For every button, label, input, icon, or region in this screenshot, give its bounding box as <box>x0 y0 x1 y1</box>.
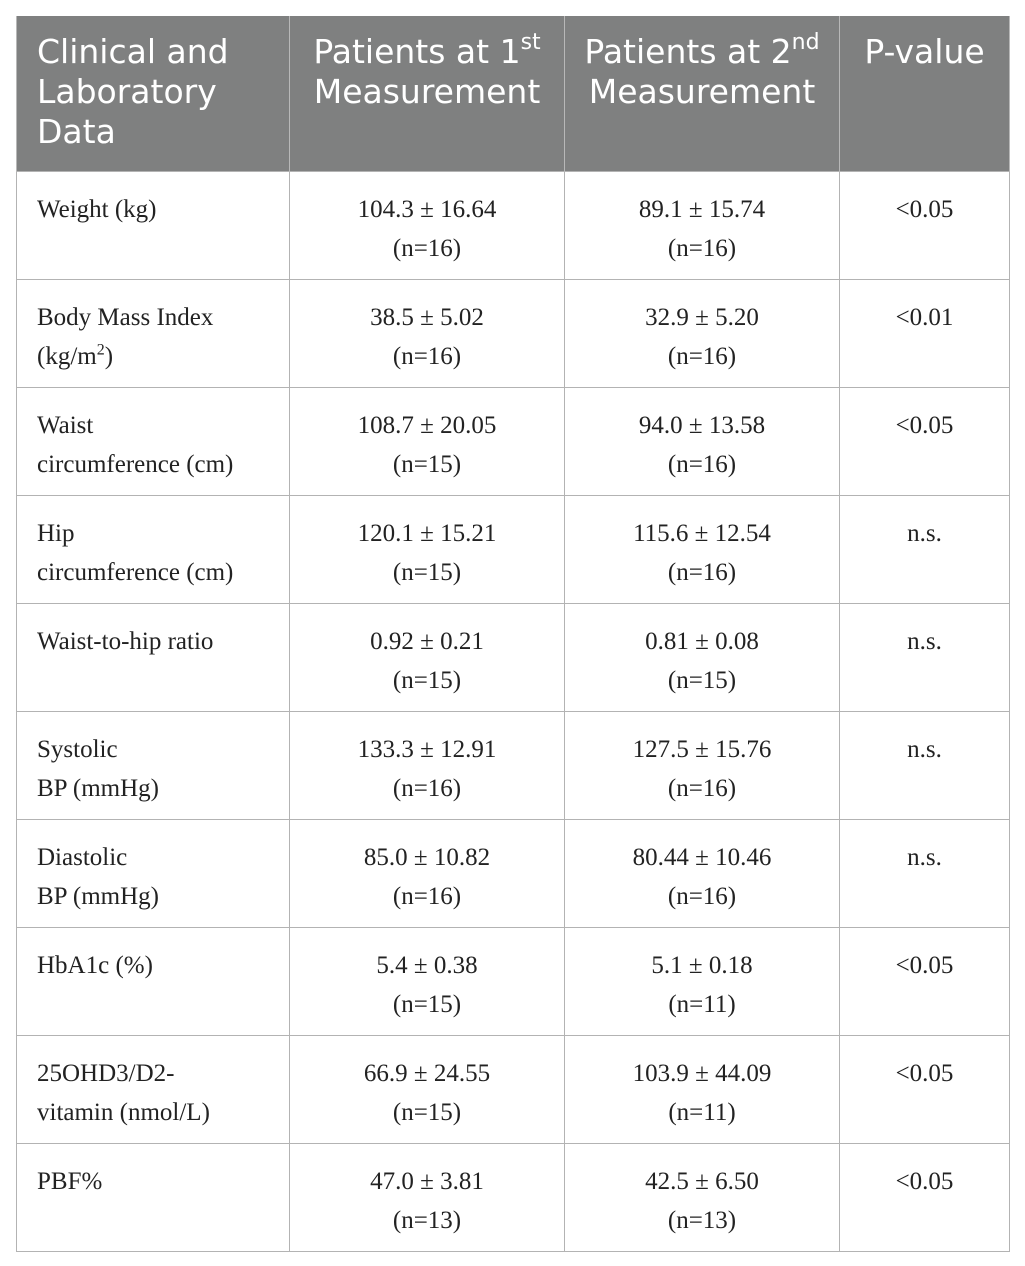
row-label <box>17 279 290 387</box>
second-mean-sd: 94.0 ± 13.58 <box>638 411 766 439</box>
header-p-value <box>840 16 1010 171</box>
second-measurement-cell <box>565 387 840 495</box>
row-label <box>17 1035 290 1143</box>
row-label-line: BP (mmHg) <box>37 882 159 910</box>
p-value: <0.05 <box>895 951 954 979</box>
table-row <box>17 819 1010 927</box>
header-p-value-text: P-value <box>864 32 985 71</box>
second-mean-sd: 32.9 ± 5.20 <box>645 303 759 331</box>
second-n: (n=16) <box>667 774 737 802</box>
first-measurement-cell <box>290 1035 565 1143</box>
p-value-cell <box>840 1035 1010 1143</box>
row-label-line: PBF% <box>37 1167 103 1195</box>
header-first-measurement-sup: st <box>520 30 541 55</box>
p-value-cell <box>840 603 1010 711</box>
row-label <box>17 819 290 927</box>
header-second-measurement <box>565 16 840 171</box>
row-label <box>17 603 290 711</box>
p-value: <0.05 <box>895 1167 954 1195</box>
row-label-line: Body Mass Index <box>37 303 214 331</box>
second-mean-sd: 5.1 ± 0.18 <box>651 951 753 979</box>
p-value-cell <box>840 171 1010 279</box>
table-row <box>17 927 1010 1035</box>
row-label-line: Waist-to-hip ratio <box>37 627 214 655</box>
row-label-line: Diastolic <box>37 843 128 871</box>
second-n: (n=13) <box>667 1206 737 1234</box>
first-measurement-cell <box>290 171 565 279</box>
first-mean-sd: 0.92 ± 0.21 <box>370 627 484 655</box>
header-second-measurement-suffix: Measurement <box>588 72 816 111</box>
second-mean-sd: 89.1 ± 15.74 <box>638 195 766 223</box>
first-mean-sd: 38.5 ± 5.02 <box>370 303 484 331</box>
second-measurement-cell <box>565 495 840 603</box>
row-label <box>17 711 290 819</box>
second-n: (n=16) <box>667 450 737 478</box>
second-measurement-cell <box>565 711 840 819</box>
first-mean-sd: 85.0 ± 10.82 <box>363 843 491 871</box>
row-label <box>17 387 290 495</box>
first-n: (n=15) <box>392 990 462 1018</box>
p-value-cell <box>840 927 1010 1035</box>
table-row <box>17 1035 1010 1143</box>
p-value: n.s. <box>907 843 942 871</box>
first-measurement-cell <box>290 927 565 1035</box>
p-value: <0.05 <box>895 195 954 223</box>
row-label-line: Weight (kg) <box>37 195 157 223</box>
table-header <box>17 16 1010 171</box>
table-row <box>17 495 1010 603</box>
p-value-cell <box>840 1143 1010 1251</box>
second-measurement-cell <box>565 819 840 927</box>
row-label-line: Waist <box>37 411 94 439</box>
second-n: (n=11) <box>668 990 736 1018</box>
row-label-line: Systolic <box>37 735 118 763</box>
data-table-container <box>16 16 1009 1252</box>
row-label-line: Hip <box>37 519 75 547</box>
table-row <box>17 171 1010 279</box>
first-mean-sd: 66.9 ± 24.55 <box>363 1059 491 1087</box>
first-n: (n=15) <box>392 558 462 586</box>
row-label <box>17 1143 290 1251</box>
p-value-cell <box>840 819 1010 927</box>
first-measurement-cell <box>290 1143 565 1251</box>
second-measurement-cell <box>565 927 840 1035</box>
first-measurement-cell <box>290 819 565 927</box>
p-value: <0.05 <box>895 411 954 439</box>
first-n: (n=16) <box>392 774 462 802</box>
p-value: <0.05 <box>895 1059 954 1087</box>
second-n: (n=16) <box>667 882 737 910</box>
row-label-line: 25OHD3/D2- <box>37 1059 175 1087</box>
first-n: (n=16) <box>392 342 462 370</box>
second-mean-sd: 42.5 ± 6.50 <box>645 1167 759 1195</box>
second-measurement-cell <box>565 603 840 711</box>
p-value-cell <box>840 495 1010 603</box>
first-n: (n=13) <box>392 1206 462 1234</box>
header-clinical-data <box>17 16 290 171</box>
first-measurement-cell <box>290 279 565 387</box>
first-mean-sd: 133.3 ± 12.91 <box>357 735 497 763</box>
first-measurement-cell <box>290 711 565 819</box>
second-n: (n=16) <box>667 558 737 586</box>
row-label-unit-close: ) <box>104 342 114 370</box>
clinical-data-table <box>16 16 1010 1252</box>
row-label <box>17 495 290 603</box>
p-value: <0.01 <box>895 303 954 331</box>
first-mean-sd: 108.7 ± 20.05 <box>357 411 497 439</box>
table-row <box>17 711 1010 819</box>
row-label-line: circumference (cm) <box>37 450 234 478</box>
p-value-cell <box>840 279 1010 387</box>
second-measurement-cell <box>565 279 840 387</box>
second-measurement-cell <box>565 1035 840 1143</box>
first-mean-sd: 47.0 ± 3.81 <box>370 1167 484 1195</box>
header-first-measurement-text: Patients at 1 <box>313 32 521 71</box>
row-label <box>17 171 290 279</box>
first-mean-sd: 120.1 ± 15.21 <box>357 519 497 547</box>
table-row <box>17 279 1010 387</box>
second-mean-sd: 115.6 ± 12.54 <box>633 519 771 547</box>
second-mean-sd: 80.44 ± 10.46 <box>632 843 772 871</box>
second-measurement-cell <box>565 171 840 279</box>
header-second-measurement-sup: nd <box>791 30 820 55</box>
table-row <box>17 1143 1010 1251</box>
second-n: (n=16) <box>667 234 737 262</box>
p-value-cell <box>840 387 1010 495</box>
second-mean-sd: 103.9 ± 44.09 <box>632 1059 772 1087</box>
row-label-line <box>37 337 269 376</box>
table-row <box>17 387 1010 495</box>
first-measurement-cell <box>290 387 565 495</box>
second-n: (n=11) <box>668 1098 736 1126</box>
second-mean-sd: 0.81 ± 0.08 <box>645 627 759 655</box>
header-first-measurement-suffix: Measurement <box>313 72 541 111</box>
first-measurement-cell <box>290 495 565 603</box>
header-clinical-data-text: Clinical and Laboratory Data <box>37 32 229 151</box>
row-label-line: vitamin (nmol/L) <box>37 1098 210 1126</box>
row-label-line: BP (mmHg) <box>37 774 159 802</box>
header-row <box>17 16 1010 171</box>
p-value-cell <box>840 711 1010 819</box>
first-measurement-cell <box>290 603 565 711</box>
header-second-measurement-text: Patients at 2 <box>584 32 792 71</box>
header-first-measurement <box>290 16 565 171</box>
second-n: (n=15) <box>667 666 737 694</box>
p-value: n.s. <box>907 627 942 655</box>
table-body <box>17 171 1010 1251</box>
p-value: n.s. <box>907 735 942 763</box>
row-label-unit: (kg/m <box>37 342 97 370</box>
second-mean-sd: 127.5 ± 15.76 <box>632 735 772 763</box>
first-mean-sd: 5.4 ± 0.38 <box>376 951 478 979</box>
first-mean-sd: 104.3 ± 16.64 <box>357 195 497 223</box>
second-n: (n=16) <box>667 342 737 370</box>
row-label-line: HbA1c (%) <box>37 951 153 979</box>
row-label-line: circumference (cm) <box>37 558 234 586</box>
first-n: (n=15) <box>392 450 462 478</box>
table-row <box>17 603 1010 711</box>
first-n: (n=16) <box>392 882 462 910</box>
row-label-sup: 2 <box>96 341 105 359</box>
second-measurement-cell <box>565 1143 840 1251</box>
row-label <box>17 927 290 1035</box>
p-value: n.s. <box>907 519 942 547</box>
first-n: (n=16) <box>392 234 462 262</box>
first-n: (n=15) <box>392 1098 462 1126</box>
first-n: (n=15) <box>392 666 462 694</box>
